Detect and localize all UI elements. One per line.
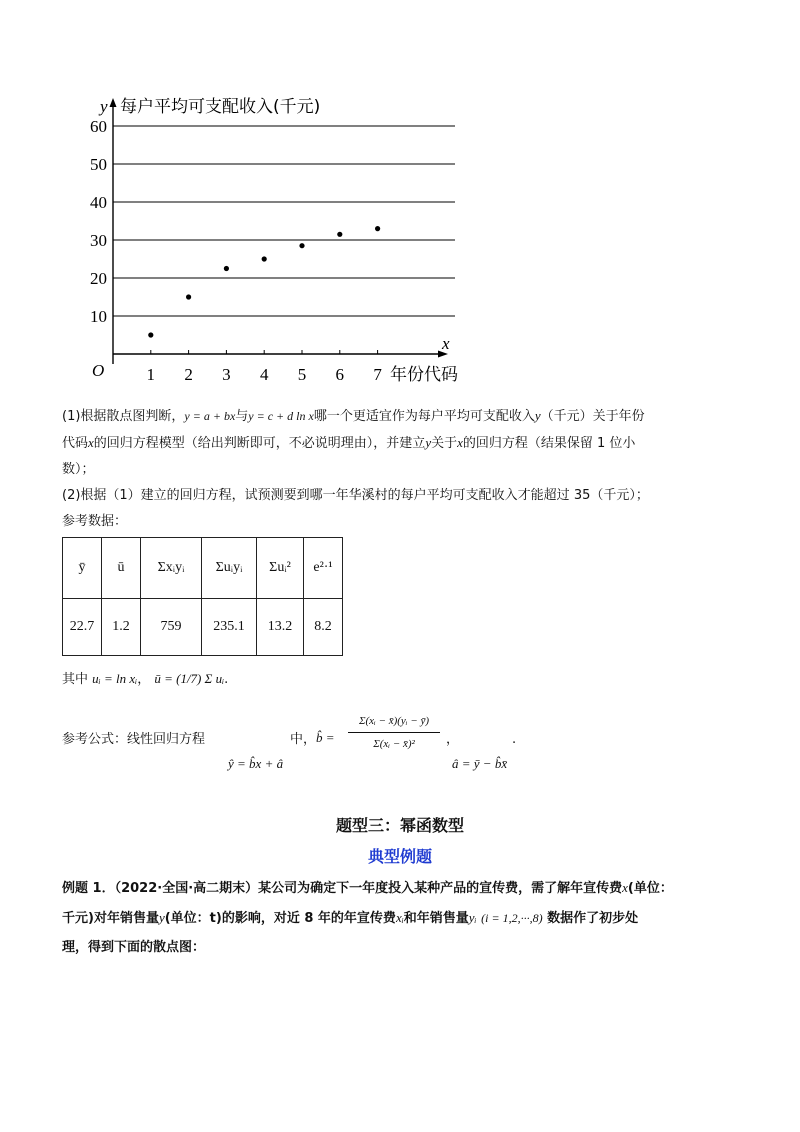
- formula-end: .: [512, 732, 517, 747]
- q1-text-7: 关于: [431, 436, 458, 451]
- b-hat-label: b̂ =: [316, 730, 335, 745]
- fraction-numerator: Σ(xᵢ − x̄)(yᵢ − ȳ): [358, 715, 430, 727]
- y-axis-var: y: [100, 97, 108, 116]
- data-point: [337, 232, 342, 237]
- q1-var-x-2: x: [457, 435, 463, 450]
- x-axis-label: 年份代码: [390, 365, 458, 385]
- y-tick-label: 20: [90, 269, 107, 288]
- y-tick-label: 30: [90, 231, 107, 250]
- u-definition: uᵢ = ln xᵢ: [92, 671, 138, 686]
- q1-formula-log: y = c + d ln x: [248, 409, 314, 423]
- value-sum-uy: 235.1: [202, 599, 257, 656]
- value-e21: 8.2: [304, 599, 343, 656]
- q1-text-6: 的回归方程模型（给出判断即可，不必说明理由），并建立: [93, 436, 426, 451]
- q1-text-8: 的回归方程（结果保留 1 位小: [462, 436, 636, 451]
- q1-text-5: 代码: [62, 436, 89, 451]
- data-point: [224, 266, 229, 271]
- reference-data-table: [62, 537, 343, 656]
- example-1: [62, 873, 752, 962]
- example-index-range: (i = 1,2,···,8): [481, 911, 543, 925]
- example-text-1: 例题 1．（2022·全国·高二期末）某公司为确定下一年度投入某种产品的宣传费，需了解年宣传费: [62, 881, 623, 896]
- example-1-line-3: 理，得到下面的散点图：: [62, 940, 206, 955]
- example-1-line-1: [62, 873, 752, 903]
- section-title: 题型三：幂函数型: [335, 816, 464, 835]
- header-e21: e²·¹: [304, 538, 343, 599]
- example-text-4: (单位：t)的影响，对近 8 年的年宣传费: [164, 911, 396, 926]
- y-axis-label: 每户平均可支配收入(千元): [120, 97, 321, 117]
- where-sep: ，: [137, 672, 151, 687]
- value-ybar: 22.7: [63, 599, 102, 656]
- example-var-y: y: [158, 910, 165, 925]
- q1-text-1: (1)根据散点图判断，: [62, 409, 185, 424]
- q1-var-x: x: [88, 435, 94, 450]
- question-2: (2)根据（1）建立的回归方程，试预测要到哪一年华溪村的每户平均可支配收入才能超过 35（千元）；: [62, 488, 649, 503]
- x-tick-label: 2: [184, 365, 193, 384]
- data-point: [299, 243, 304, 248]
- fraction-denominator: Σ(xᵢ − x̄)²: [373, 738, 415, 750]
- q1-text-4: （千元）关于年份: [540, 409, 645, 424]
- regression-equation: ŷ = b̂x + â: [228, 756, 284, 771]
- x-tick-label: 3: [222, 365, 231, 384]
- header-sum-xy: Σxᵢyᵢ: [141, 538, 202, 599]
- q1-text-3: 哪一个更适宜作为每户平均可支配收入: [313, 409, 535, 424]
- data-point: [375, 226, 380, 231]
- table-header-row: [63, 538, 343, 599]
- example-text-3: 千元)对年销售量: [62, 911, 159, 926]
- grid-lines: [113, 126, 455, 316]
- example-text-6: 数据作了初步处: [547, 911, 639, 926]
- x-tick-label: 1: [146, 365, 156, 384]
- example-var-xi: xᵢ: [395, 910, 404, 925]
- formula-comma: ，: [446, 732, 460, 747]
- header-ybar: ȳ: [63, 538, 102, 599]
- where-prefix: 其中: [62, 672, 89, 687]
- value-ubar: 1.2: [102, 599, 141, 656]
- question-1: [62, 403, 742, 535]
- example-text-5: 和年销售量: [403, 911, 469, 926]
- example-var-yi: yᵢ: [468, 910, 477, 925]
- header-sum-u2: Σuᵢ²: [257, 538, 304, 599]
- formula-mid: 中，: [290, 732, 317, 747]
- y-tick-label: 10: [90, 307, 107, 326]
- value-sum-u2: 13.2: [257, 599, 304, 656]
- value-sum-xy: 759: [141, 599, 202, 656]
- formula-label: 参考公式：线性回归方程: [62, 732, 206, 747]
- origin-label: O: [92, 361, 105, 380]
- fraction-bar: [348, 732, 440, 733]
- example-1-line-2: [62, 903, 752, 933]
- q1-text-2: 与: [235, 409, 249, 424]
- question-1-line-1: [62, 403, 742, 430]
- example-var-x: x: [622, 880, 628, 895]
- q1-formula-linear: y = a + bx: [184, 409, 236, 423]
- reference-data-label: 参考数据：: [62, 514, 128, 529]
- question-1-line-3: 数）；: [62, 462, 95, 477]
- a-hat-equation: â = ȳ − b̂x̄: [452, 756, 508, 771]
- data-point: [262, 256, 267, 261]
- where-clause: [62, 666, 228, 693]
- header-sum-uy: Σuᵢyᵢ: [202, 538, 257, 599]
- x-tick-label: 7: [373, 365, 382, 384]
- y-axis-arrow: [110, 98, 117, 107]
- q1-var-y: y: [534, 408, 541, 423]
- example-text-2: (单位：: [627, 881, 673, 896]
- data-point: [186, 294, 191, 299]
- x-axis-var: x: [442, 334, 450, 353]
- scatter-chart: [80, 90, 480, 390]
- y-tick-label: 40: [90, 193, 107, 212]
- q1-var-y-2: y: [425, 435, 432, 450]
- question-1-line-2: [62, 430, 742, 457]
- y-tick-label: 60: [90, 117, 107, 136]
- x-tick-label: 6: [335, 365, 345, 384]
- header-ubar: ū: [102, 538, 141, 599]
- ubar-definition: ū = (1/7) Σ uᵢ: [154, 671, 225, 686]
- sub-title: 典型例题: [367, 847, 432, 866]
- y-tick-label: 50: [90, 155, 107, 174]
- table-value-row: [63, 599, 343, 656]
- x-tick-label: 4: [259, 365, 269, 384]
- x-tick-label: 5: [297, 365, 307, 384]
- b-hat-fraction: [348, 712, 440, 753]
- data-point: [148, 332, 153, 337]
- where-end: .: [224, 672, 229, 687]
